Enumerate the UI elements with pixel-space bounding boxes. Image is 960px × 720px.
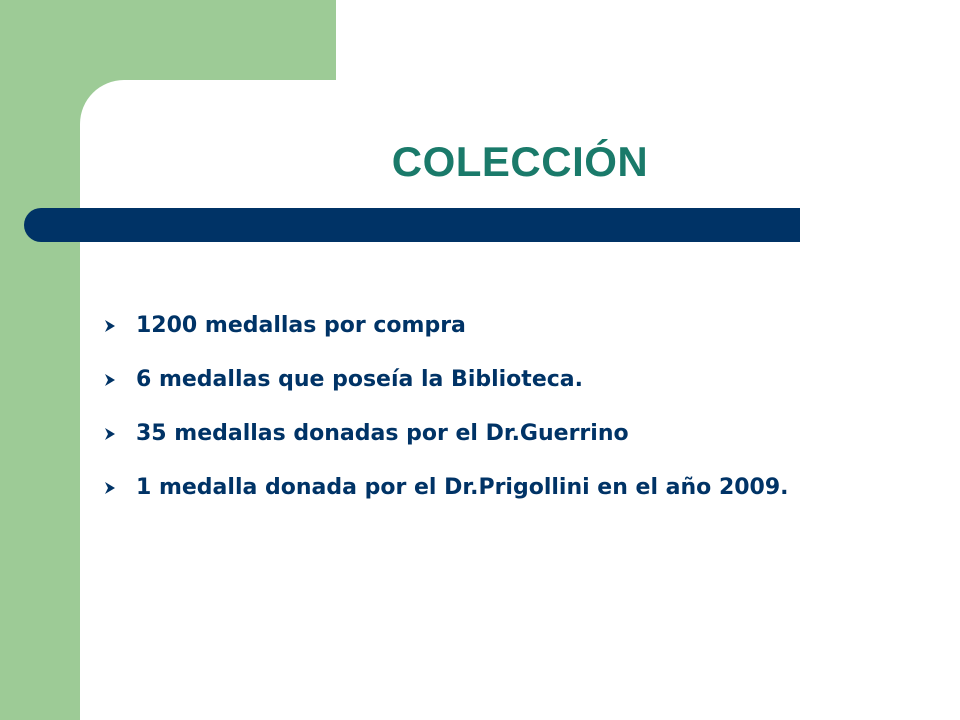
list-item	[104, 306, 864, 346]
bullet-text: 35 medallas donadas por el Dr.Guerrino	[136, 421, 629, 446]
list-item	[104, 414, 864, 454]
bullet-list	[104, 306, 864, 522]
list-item	[104, 468, 864, 508]
arrowhead-bullet-icon	[104, 319, 116, 333]
slide-title: COLECCIÓN	[391, 138, 649, 185]
bullet-text: 1200 medallas por compra	[136, 313, 466, 338]
arrowhead-bullet-icon	[104, 427, 116, 441]
bullet-text: 6 medallas que poseía la Biblioteca.	[136, 367, 583, 392]
title-underline-bar	[24, 208, 800, 242]
bullet-text: 1 medalla donada por el Dr.Prigollini en el año 2009.	[136, 475, 789, 500]
arrowhead-bullet-icon	[104, 373, 116, 387]
arrowhead-bullet-icon	[104, 481, 116, 495]
list-item	[104, 360, 864, 400]
